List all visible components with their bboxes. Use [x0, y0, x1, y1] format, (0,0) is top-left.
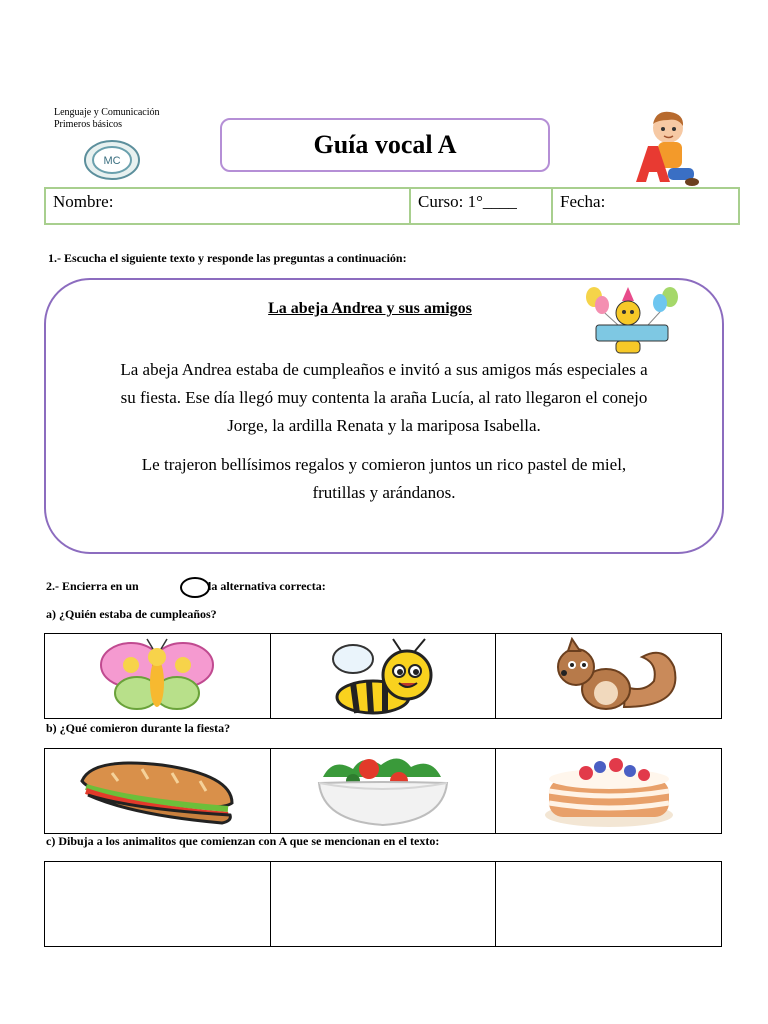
drawing-box-3[interactable] — [496, 862, 721, 946]
option-butterfly[interactable] — [45, 634, 271, 718]
butterfly-icon — [87, 637, 227, 715]
name-label: Nombre: — [53, 192, 114, 211]
option-salad[interactable] — [271, 749, 497, 833]
cake-icon — [534, 751, 684, 831]
story-line-2: su fiesta. Ese día llegó muy contenta la araña Lucía, al rato llegaron el conejo — [120, 388, 648, 407]
question-b-prompt: b) ¿Qué comieron durante la fiesta? — [46, 721, 231, 735]
logo-text: MC — [103, 155, 121, 167]
options-a-row — [44, 633, 722, 719]
circle-icon — [180, 577, 210, 598]
grade-label: Primeros básicos — [54, 119, 123, 130]
bee-icon — [313, 637, 453, 715]
question-c-prompt: c) Dibuja a los animalitos que comienzan con A que se mencionan en el texto: — [46, 834, 440, 848]
drawing-row — [44, 861, 722, 947]
option-bee[interactable] — [271, 634, 497, 718]
story-line-3: Jorge, la ardilla Renata y la mariposa Isabella. — [227, 416, 541, 435]
drawing-box-2[interactable] — [271, 862, 497, 946]
salad-icon — [303, 751, 463, 831]
date-label: Fecha: — [560, 192, 606, 211]
question-a-prompt: a) ¿Quién estaba de cumpleaños? — [46, 607, 217, 621]
option-squirrel[interactable] — [496, 634, 721, 718]
school-logo — [84, 140, 140, 180]
story-line-5: frutillas y arándanos. — [312, 483, 456, 502]
story-title: La abeja Andrea y sus amigos — [268, 300, 472, 317]
subject-label: Lenguaje y Comunicación — [54, 107, 160, 118]
kid-letter-a-icon — [632, 108, 702, 188]
question-2-prompt-end: la alternativa correcta: — [208, 579, 326, 593]
course-label: Curso: 1°____ — [418, 192, 517, 211]
question-2-prompt-start: 2.- Encierra en un — [46, 579, 139, 593]
option-sandwich[interactable] — [45, 749, 271, 833]
story-line-1: La abeja Andrea estaba de cumpleaños e invitó a sus amigos más especiales a — [120, 360, 648, 379]
page-title: Guía vocal A — [220, 118, 550, 172]
option-cake[interactable] — [496, 749, 721, 833]
name-field[interactable] — [46, 189, 411, 223]
birthday-bee-icon — [578, 285, 688, 357]
sandwich-icon — [72, 751, 242, 831]
squirrel-icon — [534, 637, 684, 715]
drawing-box-1[interactable] — [45, 862, 271, 946]
date-field[interactable] — [553, 189, 738, 223]
course-field[interactable] — [411, 189, 553, 223]
question-1-prompt: 1.- Escucha el siguiente texto y responde las preguntas a continuación: — [48, 251, 407, 265]
story-line-4: Le trajeron bellísimos regalos y comieron juntos un rico pastel de miel, — [141, 455, 627, 474]
student-info-table — [44, 187, 740, 225]
options-b-row — [44, 748, 722, 834]
